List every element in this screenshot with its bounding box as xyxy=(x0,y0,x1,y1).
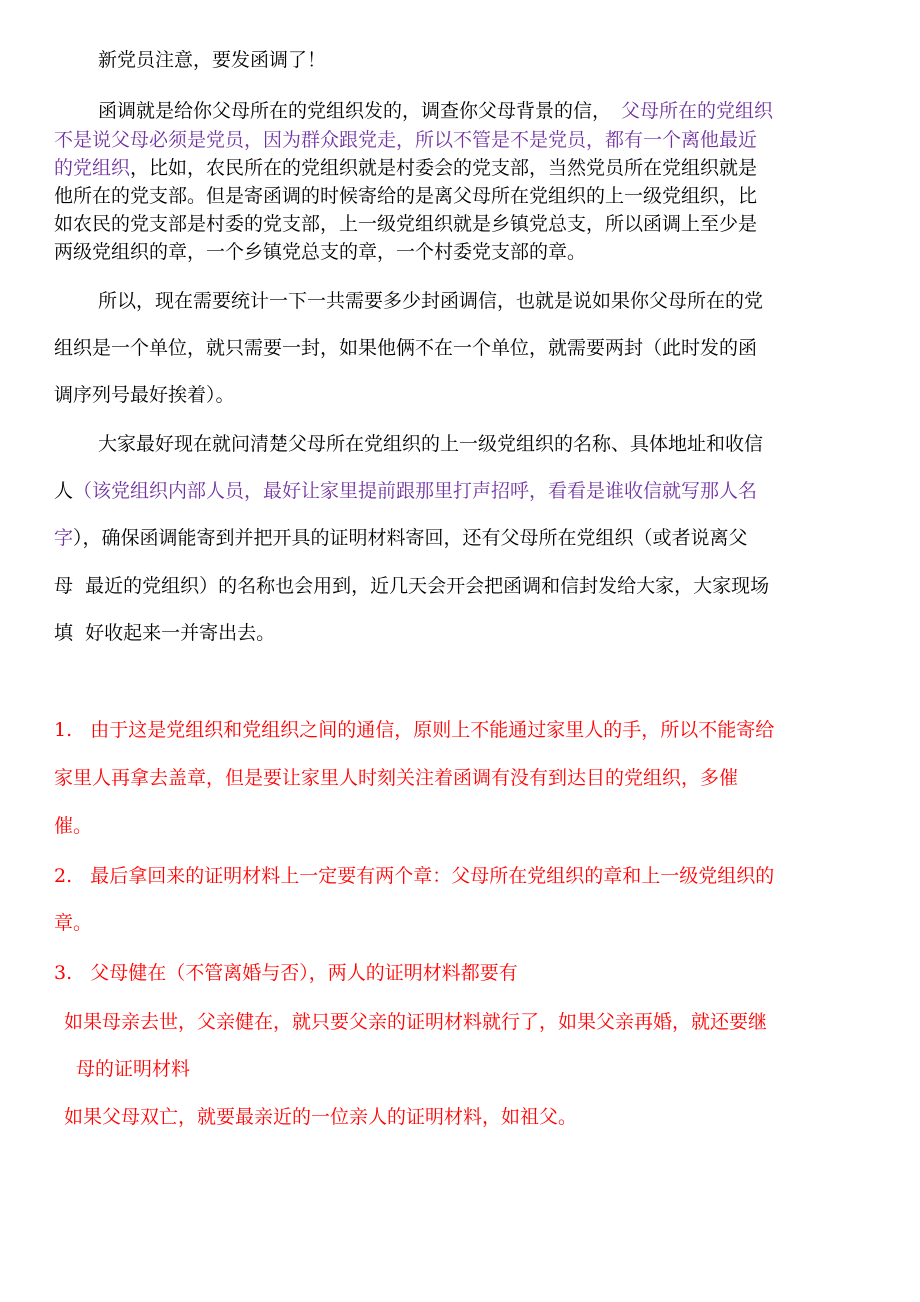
para3-line-3-text: ），确保函调能寄到并把开具的证明材料寄回，还有父母所在党组织（或者说离父 xyxy=(73,527,748,549)
para3-line-3-highlight: 字 xyxy=(54,527,74,549)
para1-line-1-text: 函调就是给你父母所在的党组织发的，调查你父母背景的信， xyxy=(98,100,612,122)
para3-line-2-highlight: （该党组织内部人员，最好让家里提前跟那里打声招呼，看看是谁收信就写那人名 xyxy=(73,480,758,502)
note-3-sub-1-line-1: 如果母亲去世，父亲健在，就只要父亲的证明材料就行了，如果父亲再婚，就还要继 xyxy=(64,1011,768,1033)
note-3-sub-1-line-2: 母的证明材料 xyxy=(76,1058,191,1080)
para1-line-3 xyxy=(54,156,757,180)
para2-line-1: 所以，现在需要统计一下一共需要多少封函调信，也就是说如果你父母所在的党 xyxy=(98,290,764,312)
para1-line-3-text: ，比如，农民所在的党组织就是村委会的党支部，当然党员所在党组织就是 xyxy=(130,157,758,179)
para3-line-2 xyxy=(54,479,757,503)
para1-line-2: 不是说父母必须是党员，因为群众跟党走，所以不管是不是党员，都有一个离他最近 xyxy=(54,129,758,151)
para3-line-4: 母 最近的党组织）的名称也会用到，近几天会开会把函调和信封发给大家，大家现场 xyxy=(54,575,770,597)
note-2-line-2: 章。 xyxy=(54,912,93,934)
para1-line-5: 如农民的党支部是村委的党支部，上一级党组织就是乡镇党总支，所以函调上至少是 xyxy=(54,213,758,235)
para3-line-1: 大家最好现在就问清楚父母所在党组织的上一级党组织的名称、具体地址和收信 xyxy=(98,433,764,455)
para3-line-5: 填 好收起来一并寄出去。 xyxy=(54,622,276,644)
para3-line-3 xyxy=(54,526,748,550)
note-3-sub-2-line-1: 如果父母双亡，就要最亲近的一位亲人的证明材料，如祖父。 xyxy=(64,1106,578,1128)
para1-line-6: 两级党组织的章，一个乡镇党总支的章，一个村委党支部的章。 xyxy=(54,241,587,263)
para1-line-1-highlight: 父母所在的党组织 xyxy=(621,100,774,122)
para1-line-4: 他所在的党支部。但是寄函调的时候寄给的是离父母所在党组织的上一级党组织，比 xyxy=(54,185,758,207)
para2-line-2: 组织是一个单位，就只需要一封，如果他俩不在一个单位，就需要两封（此时发的函 xyxy=(54,337,758,359)
para1-line-3-highlight: 的党组织 xyxy=(54,157,131,179)
para1-line-1 xyxy=(98,99,773,123)
para3-line-2-text: 人 xyxy=(54,480,74,502)
para2-line-3: 调序列号最好挨着）。 xyxy=(54,384,235,406)
notice-heading: 新党员注意，要发函调了！ xyxy=(98,49,327,71)
note-1-line-3: 催。 xyxy=(54,815,93,837)
note-1-line-2: 家里人再拿去盖章，但是要让家里人时刻关注着函调有没有到达目的党组织，多催 xyxy=(54,767,739,789)
note-1-line-1: 1. 由于这是党组织和党组织之间的通信，原则上不能通过家里人的手，所以不能寄给 xyxy=(54,719,775,741)
note-3-line-1: 3. 父母健在（不管离婚与否），两人的证明材料都要有 xyxy=(54,962,518,984)
note-2-line-1: 2. 最后拿回来的证明材料上一定要有两个章：父母所在党组织的章和上一级党组织的 xyxy=(54,865,775,887)
